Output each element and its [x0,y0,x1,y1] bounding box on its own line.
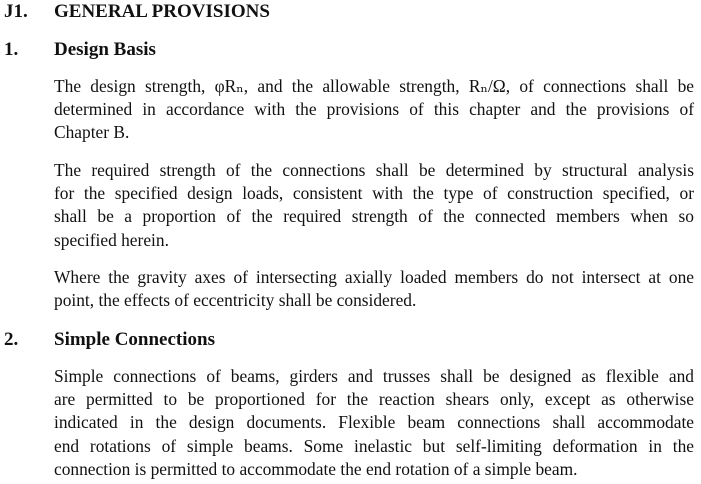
text-line: determined in accordance with the provisions of this chapter and the provisions of [54,99,694,120]
text-line: Simple connections of beams, girders and trusses shall be designed as flexible and [54,366,694,386]
text-line: connection is permitted to accommodate the end rotation of a simple beam. [54,458,578,479]
subsection-title: Design Basis [54,39,156,60]
text-line: for the specified design loads, consistent with the type of construction specified, or [54,183,694,204]
text-line: The required strength of the connections shall be determined by structural analysis [54,160,694,180]
text-line: are permitted to be proportioned for the reaction shears only, except as otherwise [54,389,694,410]
text-line: specified herein. [54,229,169,250]
text-line: shall be a proportion of the required strength of the connected members when so [54,206,694,227]
text-line: The design strength, φRₙ, and the allowable strength, Rₙ/Ω, of connections shall be [54,76,694,96]
text-line: Chapter B. [54,122,130,143]
paragraph-design-strength [54,75,694,145]
section-title: GENERAL PROVISIONS [54,1,270,22]
subsection-number: 2. [4,329,19,350]
text-line: end rotations of simple beams. Some inelastic but self-limiting deformation in the [54,435,694,456]
paragraph-eccentricity [54,266,694,312]
text-line: point, the effects of eccentricity shall be considered. [54,290,417,311]
paragraph-simple-connections [54,365,694,481]
paragraph-required-strength [54,159,694,252]
subsection-number: 1. [4,39,19,60]
text-line: Where the gravity axes of intersecting axially loaded members do not intersect at one [54,267,694,287]
section-number: J1. [4,1,28,22]
subsection-title: Simple Connections [54,329,215,350]
text-line: indicated in the design documents. Flexible beam connections shall accommodate [54,412,694,433]
